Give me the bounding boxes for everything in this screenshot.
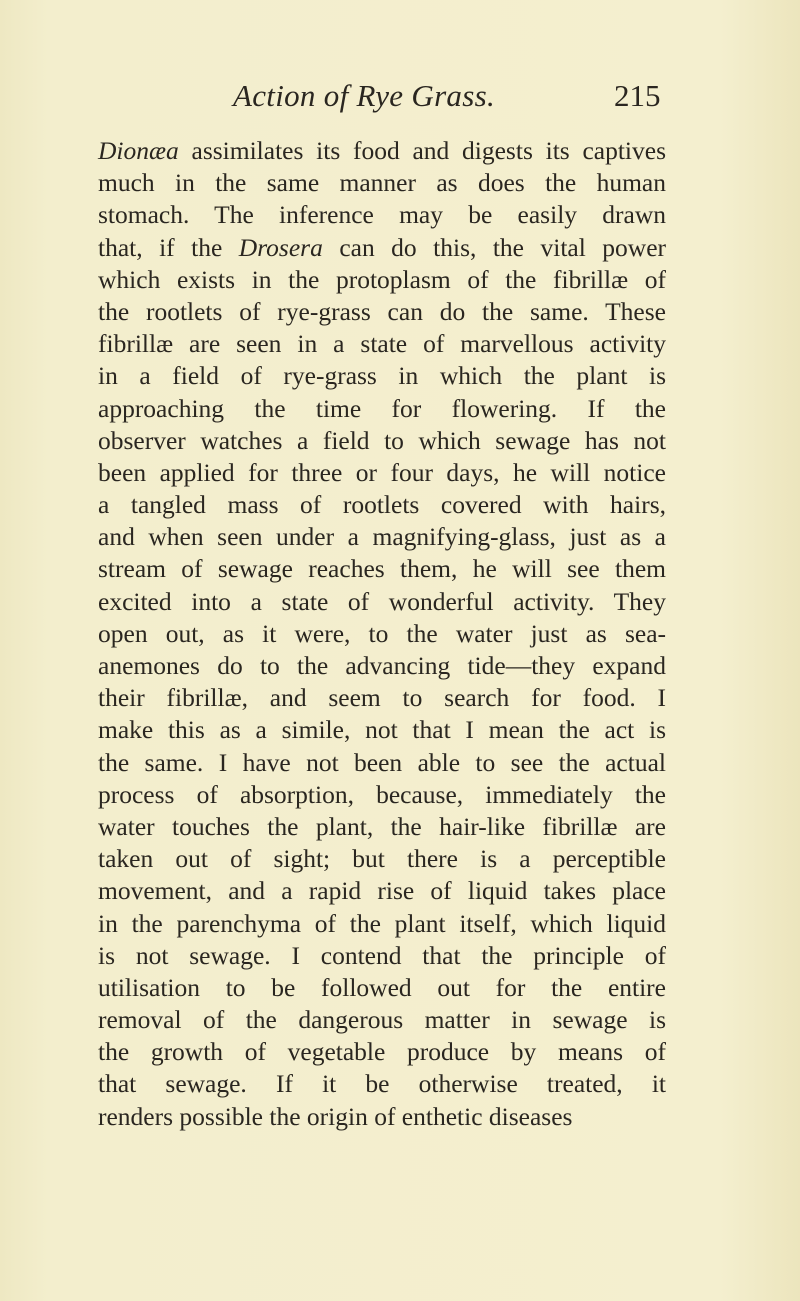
- text-line: in the parenchyma of the plant itself, which liquid: [98, 908, 666, 938]
- text-line: excited into a state of wonderful activity. They: [98, 586, 666, 616]
- genus-name-drosera: Drosera: [238, 232, 323, 262]
- genus-name-dionaea: Dionæa: [98, 136, 179, 165]
- text-line: the rootlets of rye-grass can do the same. These: [98, 296, 666, 326]
- page-header: [0, 78, 800, 118]
- text-line: make this as a simile, not that I mean the act is: [98, 715, 666, 745]
- text-line: and when seen under a magnifying-glass, just as a: [98, 522, 666, 552]
- text-line: the growth of vegetable produce by means of: [98, 1037, 666, 1067]
- text-line: a tangled mass of rootlets covered with hairs,: [98, 490, 666, 520]
- text-line: in a field of rye-grass in which the plant is: [98, 361, 666, 391]
- text-line: approaching the time for flowering. If the: [98, 393, 666, 423]
- body-text: [98, 135, 666, 1133]
- text-line: stomach. The inference may be easily drawn: [98, 200, 666, 230]
- text-line: movement, and a rapid rise of liquid takes place: [98, 876, 666, 906]
- text-line: fibrillæ are seen in a state of marvellous activity: [98, 329, 666, 359]
- running-title: Action of Rye Grass.: [233, 78, 496, 113]
- text-line: that, if the Drosera can do this, the vital power: [98, 232, 667, 262]
- text-line: the same. I have not been able to see the actual: [98, 747, 666, 777]
- text-line: Dionæa assimilates its food and digests its captives: [98, 136, 666, 165]
- text-line: which exists in the protoplasm of the fibrillæ of: [98, 264, 666, 294]
- text-line: much in the same manner as does the human: [98, 168, 666, 198]
- text-line: is not sewage. I contend that the principle of: [98, 940, 666, 970]
- page-number: 215: [614, 78, 661, 113]
- text-line: been applied for three or four days, he will notice: [98, 457, 666, 487]
- text-line: renders possible the origin of enthetic diseases: [98, 1101, 573, 1131]
- text-line: process of absorption, because, immediately the: [98, 779, 666, 809]
- text-line: taken out of sight; but there is a perceptible: [98, 844, 666, 874]
- text-line: anemones do to the advancing tide—they expand: [98, 651, 666, 680]
- text-line: water touches the plant, the hair-like fibrillæ are: [98, 811, 666, 841]
- text-line: open out, as it were, to the water just as sea-: [98, 618, 666, 648]
- text-line: stream of sewage reaches them, he will see them: [98, 554, 666, 584]
- text-line: that sewage. If it be otherwise treated, it: [98, 1069, 666, 1099]
- text-line: utilisation to be followed out for the entire: [98, 972, 666, 1002]
- text-line: their fibrillæ, and seem to search for food. I: [98, 683, 666, 713]
- text-line: removal of the dangerous matter in sewage is: [98, 1005, 666, 1035]
- text-line: observer watches a field to which sewage has not: [98, 425, 666, 455]
